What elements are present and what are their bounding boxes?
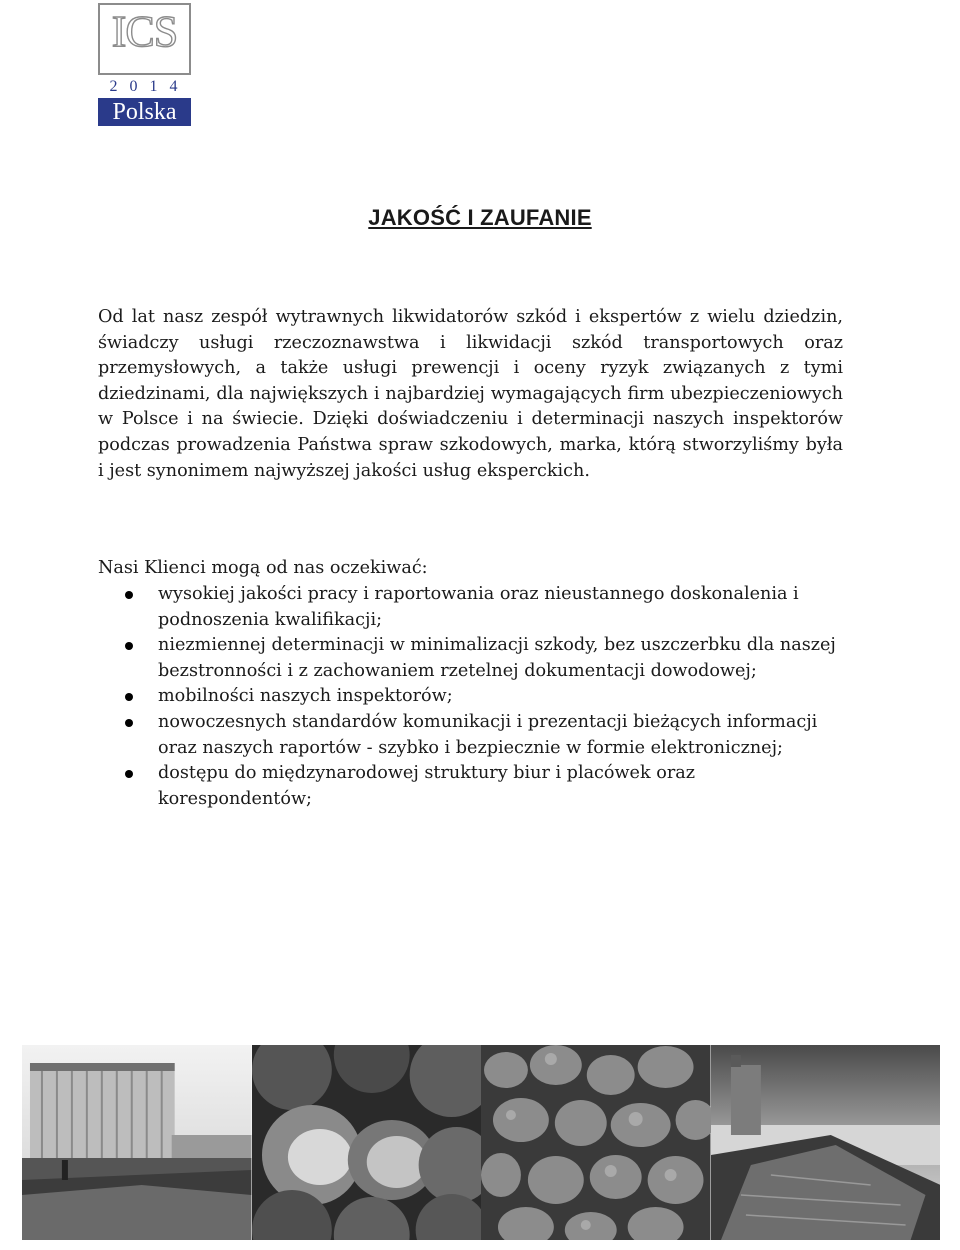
- list-item-text: mobilności naszych inspektorów;: [158, 686, 453, 707]
- intro-paragraph: Od lat nasz zespół wytrawnych likwidatorów szkód i ekspertów z wielu dziedzin, świadczy usługi rzeczoznawstwa i likwidacji szkód transportowych oraz przemysłowych, a także usługi prewencji i oceny ryzyk związanych z tymi dziedzinami, dla największych i najbardziej wymagających firm ubezpieczeniowych w Polsce i na świecie. Dzięki doświadczeniu i determinacji naszych inspektorów podczas prowadzenia Państwa spraw szkodowych, marka, którą stworzyliśmy była i jest synonimem najwyższej jakości usług eksperckich.: [98, 307, 843, 481]
- list-item-text: dostępu do międzynarodowej struktury biur i placówek oraz korespondentów;: [158, 763, 695, 809]
- photo-cargo-dock: [22, 1045, 252, 1240]
- logo-country: Polska: [98, 98, 191, 126]
- list-item: [98, 761, 843, 812]
- list-item-text: nowoczesnych standardów komunikacji i prezentacji bieżących informacji oraz naszych raportów - szybko i bezpiecznie w formie elektronicznej;: [158, 711, 818, 758]
- bullet-icon: [125, 770, 133, 778]
- logo-text: ICS: [111, 7, 178, 56]
- company-logo: [98, 3, 193, 125]
- photo-ship: [711, 1045, 941, 1240]
- list-item: [98, 633, 843, 684]
- bullet-icon: [125, 719, 133, 727]
- list-item-text: niezmiennej determinacji w minimalizacji szkody, bez uszczerbku dla naszej bezstronności i z zachowaniem rzetelnej dokumentacji dowodowej;: [158, 635, 836, 681]
- list-item-text: wysokiej jakości pracy i raportowania oraz nieustannego doskonalenia i podnoszenia kwalifikacji;: [158, 584, 799, 630]
- list-item: [98, 582, 843, 633]
- photo-strip: [22, 1045, 940, 1240]
- bullet-icon: [125, 693, 133, 701]
- list-item: [98, 684, 843, 710]
- page-title: JAKOŚĆ I ZAUFANIE: [368, 205, 592, 230]
- expectations-intro: Nasi Klienci mogą od nas oczekiwać:: [98, 558, 428, 578]
- expectations-list: [98, 582, 843, 812]
- bullet-icon: [125, 642, 133, 650]
- list-item: [98, 710, 843, 761]
- photo-bulk-cargo: [481, 1045, 711, 1240]
- bullet-icon: [125, 591, 133, 599]
- photo-fruit: [252, 1045, 482, 1240]
- logo-year: 2014: [109, 78, 190, 95]
